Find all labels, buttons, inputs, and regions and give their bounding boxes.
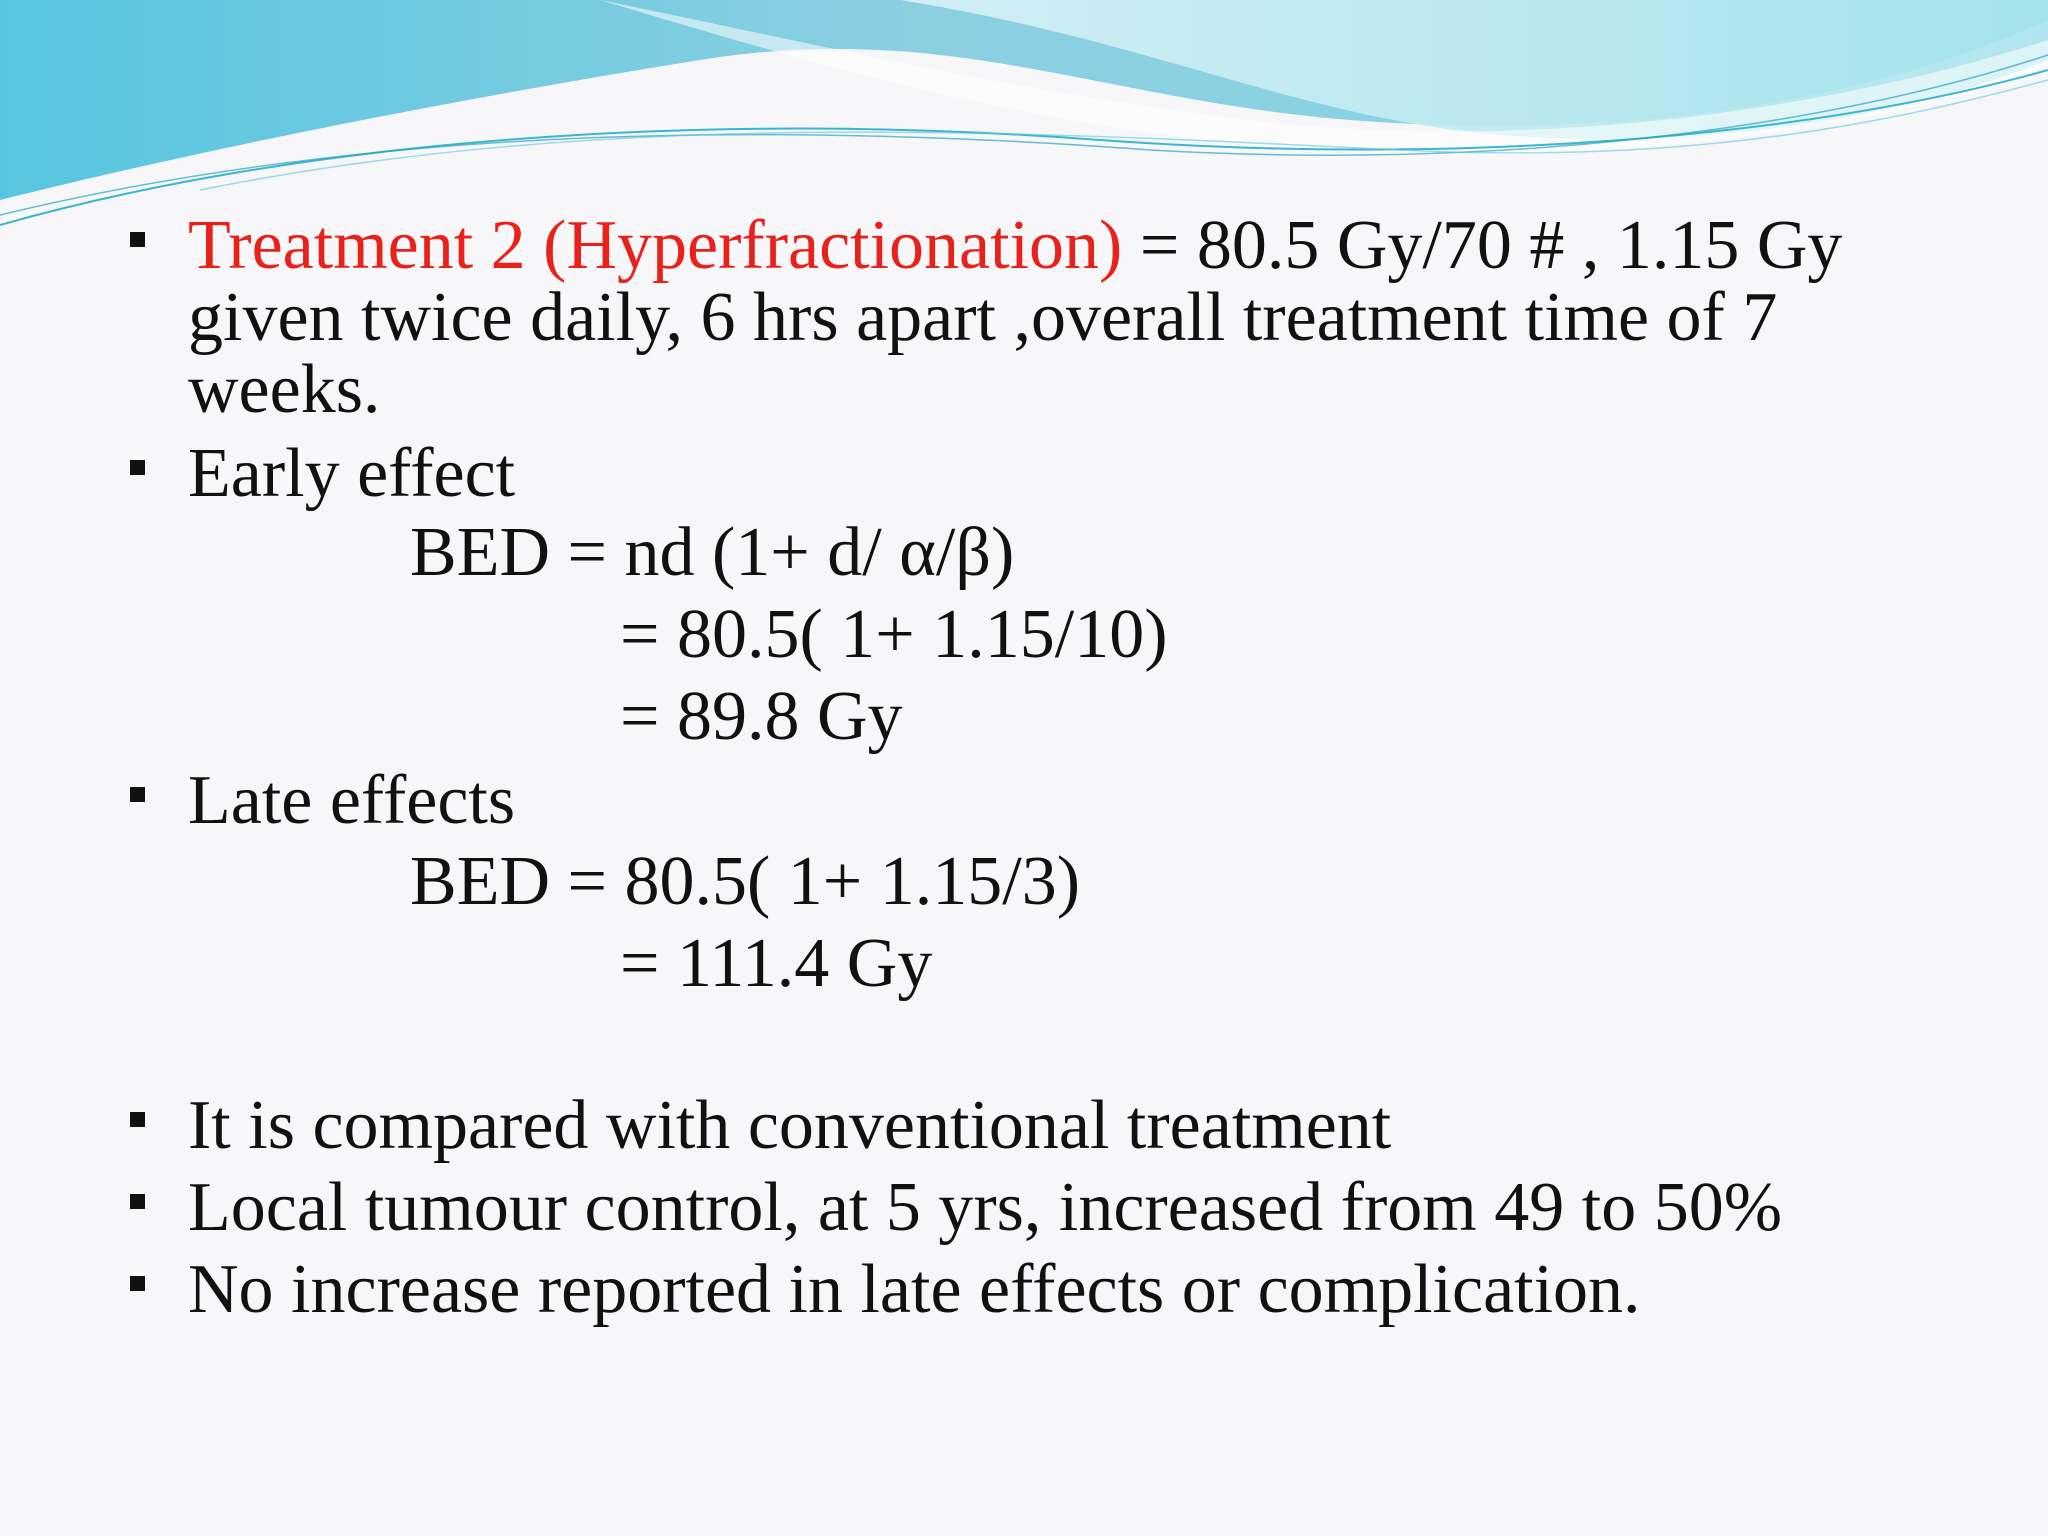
square-bullet-icon (130, 232, 145, 247)
square-bullet-icon (130, 1112, 145, 1127)
early-formula-line-1: BED = nd (1+ d/ α/β) (410, 514, 1015, 591)
bullet-comparison (130, 1087, 1970, 1164)
early-effect-heading: Early effect (188, 435, 516, 512)
bullet-text: It is compared with conventional treatment (188, 1087, 1392, 1164)
early-formula-line-2: = 80.5( 1+ 1.15/10) (620, 596, 1168, 673)
square-bullet-icon (130, 1276, 145, 1291)
square-bullet-icon (130, 787, 145, 802)
late-effects-heading: Late effects (188, 762, 516, 839)
bullet-early-effect (130, 435, 1970, 512)
bullet-text: Local tumour control, at 5 yrs, increased from 49 to 50% (188, 1169, 1783, 1246)
bullet-late-effects-note (130, 1251, 1970, 1328)
early-formula-line-3: = 89.8 Gy (620, 678, 903, 755)
square-bullet-icon (130, 460, 145, 475)
treatment-title: Treatment 2 (Hyperfractionation) (188, 207, 1123, 284)
bullet-tumour-control (130, 1169, 1970, 1246)
treatment-details: = 80.5 Gy/70 # , 1.15 Gy given twice daily, 6 hrs apart ,overall treatment time of 7 weeks. (188, 207, 1843, 428)
bullet-late-effects (130, 762, 1970, 839)
treatment-text (188, 207, 1968, 428)
late-formula-line-1: BED = 80.5( 1+ 1.15/3) (410, 843, 1081, 920)
late-formula-line-2: = 111.4 Gy (620, 925, 933, 1002)
bullet-text: No increase reported in late effects or complication. (188, 1251, 1641, 1328)
square-bullet-icon (130, 1194, 145, 1209)
bullet-treatment (130, 207, 1970, 430)
